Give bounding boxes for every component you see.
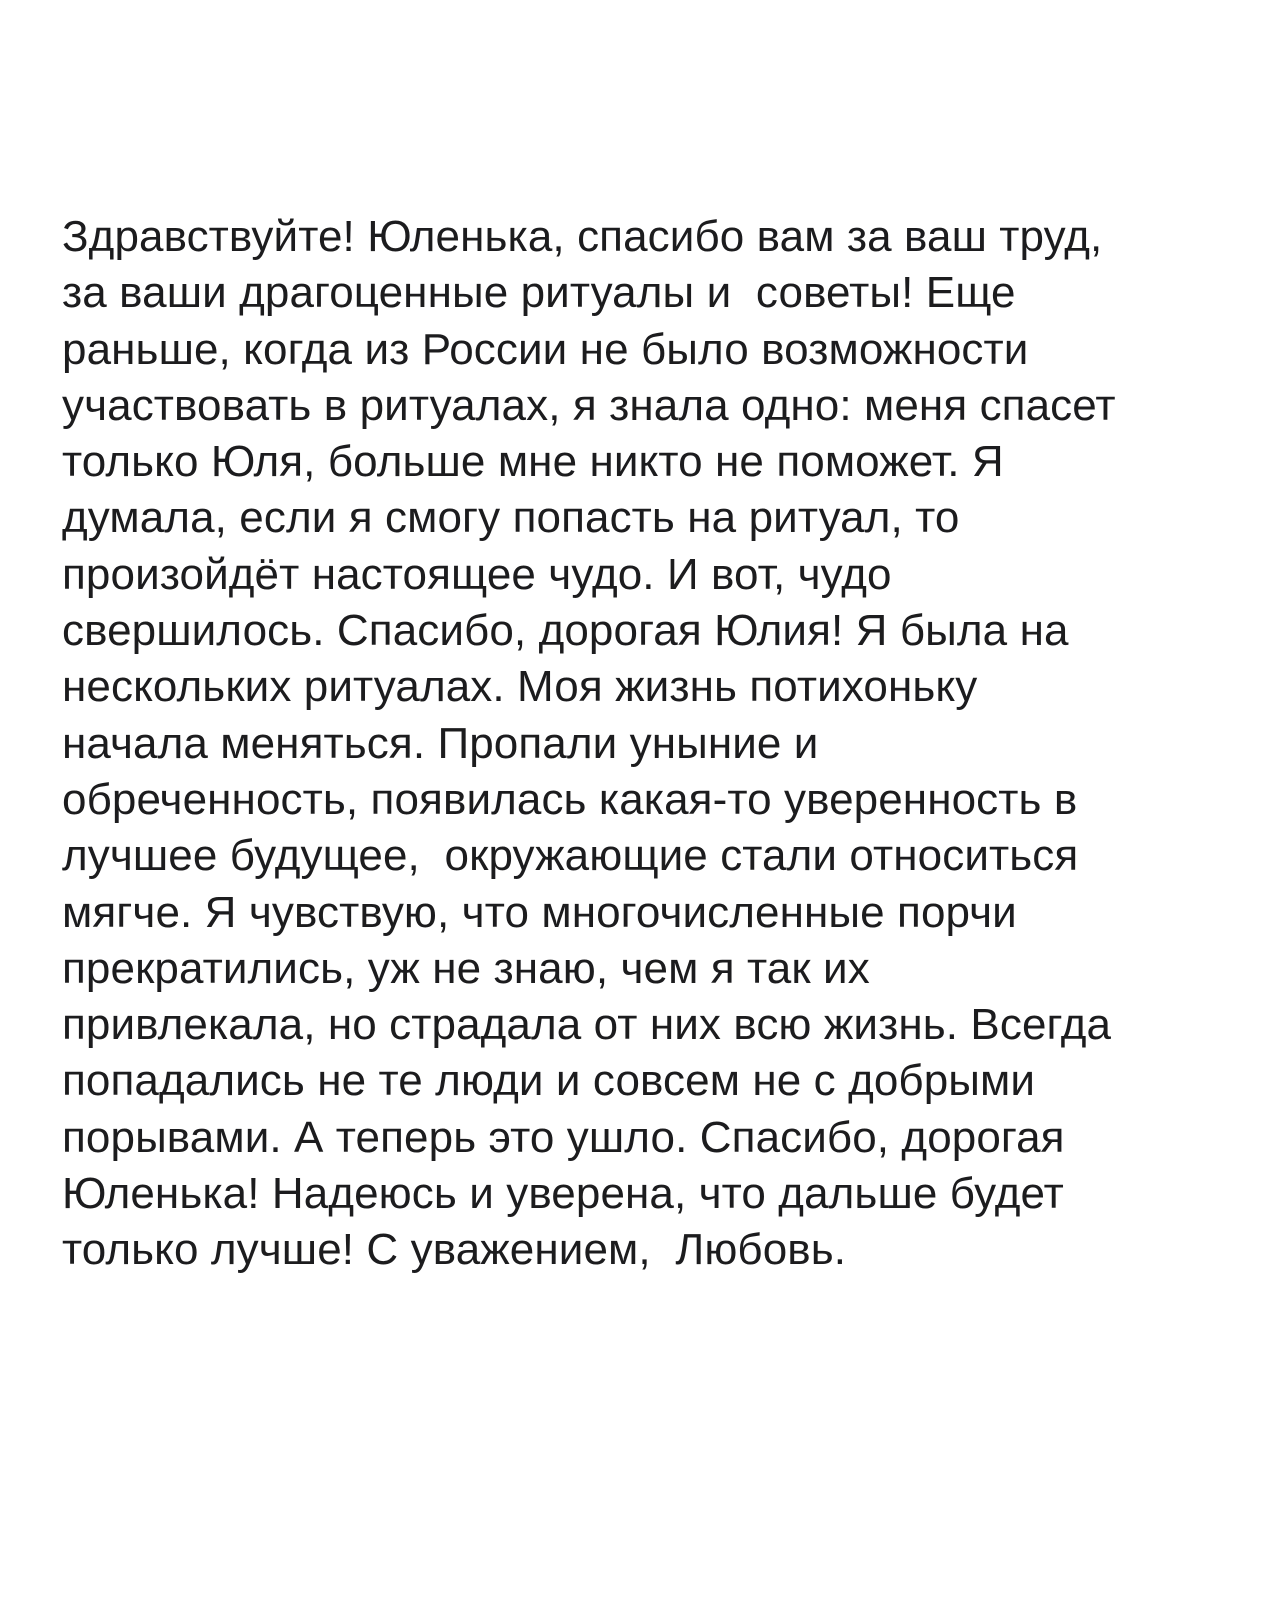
note-line: раньше, когда из России не было возможности xyxy=(62,324,1029,374)
note-line: свершилось. Спасибо, дорогая Юлия! Я была на xyxy=(62,606,1069,656)
note-line: лучшее будущее, окружающие стали относиться xyxy=(62,831,1079,881)
note-line: начала меняться. Пропали уныние и xyxy=(62,718,819,768)
note-line: участвовать в ритуалах, я знала одно: меня спасет xyxy=(62,380,1116,430)
note-text xyxy=(62,209,1242,1279)
note-line: Юленька! Надеюсь и уверена, что дальше будет xyxy=(62,1169,1064,1219)
note-line: только лучше! С уважением, Любовь. xyxy=(62,1225,847,1275)
note-line: попадались не те люди и совсем не с добрыми xyxy=(62,1056,1036,1106)
note-line: Здравствуйте! Юленька, спасибо вам за ваш труд, xyxy=(62,212,1103,261)
note-line: произойдёт настоящее чудо. И вот, чудо xyxy=(62,549,892,599)
note-line: мягче. Я чувствую, что многочисленные порчи xyxy=(62,887,1017,937)
note-line: прекратились, уж не знаю, чем я так их xyxy=(62,943,870,993)
note-line: за ваши драгоценные ритуалы и советы! Еще xyxy=(62,268,1016,318)
note-line: порывами. А теперь это ушло. Спасибо, дорогая xyxy=(62,1112,1065,1162)
note-line: обреченность, появилась какая-то уверенность в xyxy=(62,774,1078,824)
note-line: думала, если я смогу попасть на ритуал, то xyxy=(62,493,960,543)
note-line: привлекала, но страдала от них всю жизнь. Всегда xyxy=(62,1000,1112,1050)
note-line: нескольких ритуалах. Моя жизнь потихоньку xyxy=(62,662,978,712)
note-line: только Юля, больше мне никто не поможет. Я xyxy=(62,437,1004,487)
